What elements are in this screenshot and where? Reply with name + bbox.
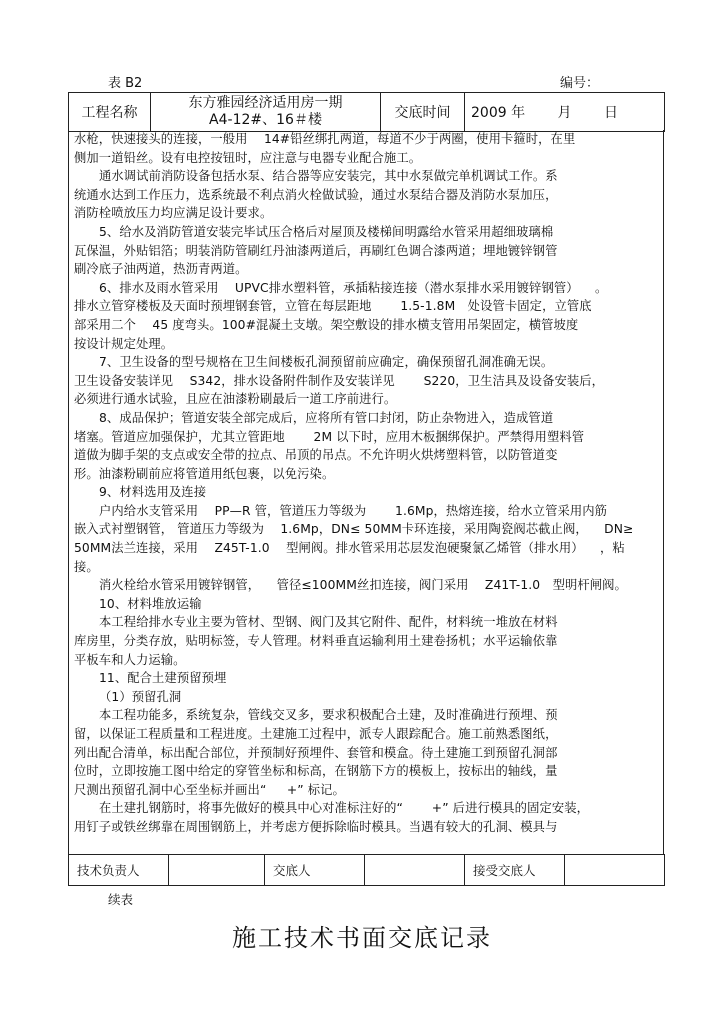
content-line: 统通水达到工作压力，选系统最不利点消火栓做试验，通过水泵结合器及消防水泵加压，: [74, 187, 558, 202]
form-number-label: 表 B2: [108, 76, 143, 91]
content-line: 堵塞。管道应加强保护，尤其立管距地 2M 以下时，应用木板捆绑保护。严禁得用塑料管: [74, 429, 585, 444]
content-line: 户内给水支管采用 PP—R 管，管道压力等级为 1.6Mp，热熔连接，给水立管采用内筋: [99, 503, 608, 518]
signature-table: [68, 854, 665, 886]
content-line: 消火栓给水管采用镀锌钢管， 管径≤100MM丝扣连接，阀门采用 Z41T-1.0 型明杆闸阀。: [99, 578, 627, 593]
discloser-signature: [365, 855, 465, 886]
project-name-value: [151, 93, 381, 132]
project-name-line2: A4-12#、16＃楼: [209, 112, 322, 128]
project-info-table: [68, 92, 665, 132]
content-line: 50MM法兰连接，采用 Z45T-1.0 型闸阀。排水管采用芯层发泡硬聚氯乙烯管（排水用） ，粘: [74, 541, 625, 556]
disclosure-time-label: 交底时间: [381, 93, 465, 132]
receiver-label: 接受交底人: [465, 855, 565, 886]
content-line: 消防栓喷放压力均应满足设计要求。: [74, 206, 273, 221]
section-heading: 11、配合土建预留预埋: [99, 671, 227, 686]
content-line: 位时，立即按施工图中给定的穿管坐标和标高，在钢筋下方的模板上，按标出的轴线，量: [74, 764, 558, 779]
content-line: 瓦保温，外贴铝箔；明装消防管刷红丹油漆两道后，再刷红色调合漆两道；埋地镀锌钢管: [74, 243, 558, 258]
content-line: 本工程给排水专业主要为管材、型钢、阀门及其它附件、配件，材料统一堆放在材料: [99, 615, 558, 630]
date-month: 月: [557, 105, 572, 121]
content-line: 接。: [74, 559, 99, 574]
subsection-heading: （1）预留孔洞: [99, 689, 182, 704]
content-line: 刷冷底子油两道，热沥青两道。: [74, 262, 248, 277]
content-line: 必须进行通水试验，且应在油漆粉刷最后一道工序前进行。: [74, 392, 397, 407]
content-line: 侧加一道铅丝。设有电控按钮时，应注意与电器专业配合施工。: [74, 150, 422, 165]
content-line: 按设计规定处理。: [74, 336, 174, 351]
content-line: 库房里，分类存放，贴明标签，专人管理。材料垂直运输利用土建卷扬机；水平运输依靠: [74, 634, 558, 649]
serial-number-label: 编号：: [560, 76, 600, 91]
content-line: 嵌入式衬塑钢管， 管道压力等级为 1.6Mp，DN≤ 50MM卡环连接，采用陶瓷阀芯截止阀， DN≥: [74, 522, 634, 537]
content-line: 尺测出预留孔洞中心至坐标并画出“ +” 标记。: [74, 782, 345, 797]
content-line: 7、卫生设备的型号规格在卫生间楼板孔洞预留前应确定，确保预留孔洞准确无误。: [99, 355, 554, 370]
content-line: 通水调试前消防设备包括水泵、结合器等应安装完，其中水泵做完单机调试工作。系: [99, 169, 558, 184]
receiver-signature: [565, 855, 665, 886]
content-line: 形。油漆粉刷前应将管道用纸包裹，以免污染。: [74, 466, 335, 481]
content-line: 卫生设备安装详见 S342，排水设备附件制作及安装详见 S220，卫生洁具及设备安装后，: [74, 373, 605, 388]
disclosure-content: [68, 130, 664, 854]
content-line: 用钉子或铁丝绑靠在周围钢筋上，并考虑方便拆除临时模具。当遇有较大的孔洞、模具与: [74, 819, 558, 834]
content-line: 8、成品保护；管道安装全部完成后，应将所有管口封闭，防止杂物进入，造成管道: [99, 410, 554, 425]
project-name-label: 工程名称: [69, 93, 151, 132]
content-line: 排水立管穿楼板及天面时预埋钢套管，立管在每层距地 1.5-1.8M 处设管卡固定，立管底: [74, 299, 592, 314]
content-line: 5、给水及消防管道安装完毕试压合格后对屋顶及楼梯间明露给水管采用超细玻璃棉: [99, 224, 554, 239]
section-heading: 9、材料选用及连接: [99, 485, 207, 500]
section-heading: 10、材料堆放运输: [99, 596, 202, 611]
content-line: 列出配合清单，标出配合部位，并预制好预埋件、套管和模盒。待土建施工到预留孔洞部: [74, 745, 558, 760]
content-line: 本工程功能多，系统复杂，管线交叉多，要求积极配合土建，及时准确进行预埋、预: [99, 708, 558, 723]
tech-lead-label: 技术负责人: [69, 855, 169, 886]
tech-lead-signature: [169, 855, 265, 886]
project-name-line1: 东方雅园经济适用房一期: [188, 95, 343, 111]
content-line: 在土建扎钢筋时，将事先做好的模具中心对准标注好的“ +” 后进行模具的固定安装，: [99, 801, 590, 816]
document-title: 施工技术书面交底记录: [232, 924, 492, 952]
date-year: 2009 年: [471, 105, 526, 121]
date-day: 日: [604, 105, 618, 121]
content-line: 部采用二个 45 度弯头。100#混凝土支墩。架空敷设的排水横支管用吊架固定，横管坡度: [74, 317, 579, 332]
discloser-label: 交底人: [265, 855, 365, 886]
content-line: 6、排水及雨水管采用 UPVC排水塑料管，承插粘接连接（潜水泵排水采用镀锌钢管） 。: [99, 280, 608, 295]
content-line: 平板车和人力运输。: [74, 652, 186, 667]
content-line: 留，以保证工程质量和工程进度。土建施工过程中，派专人跟踪配合。施工前熟悉图纸，: [74, 727, 558, 741]
content-line: 水枪，快速接头的连接，一般用 14#铅丝绑扎两道，每道不少于两圈，使用卡箍时，在里: [74, 132, 576, 146]
disclosure-time-value: [465, 93, 665, 132]
content-line: 道做为脚手架的支点或安全带的拉点、吊顶的吊点。不允许明火烘烤塑料管，以防管道变: [74, 448, 558, 463]
continued-label: 续表: [108, 892, 134, 907]
